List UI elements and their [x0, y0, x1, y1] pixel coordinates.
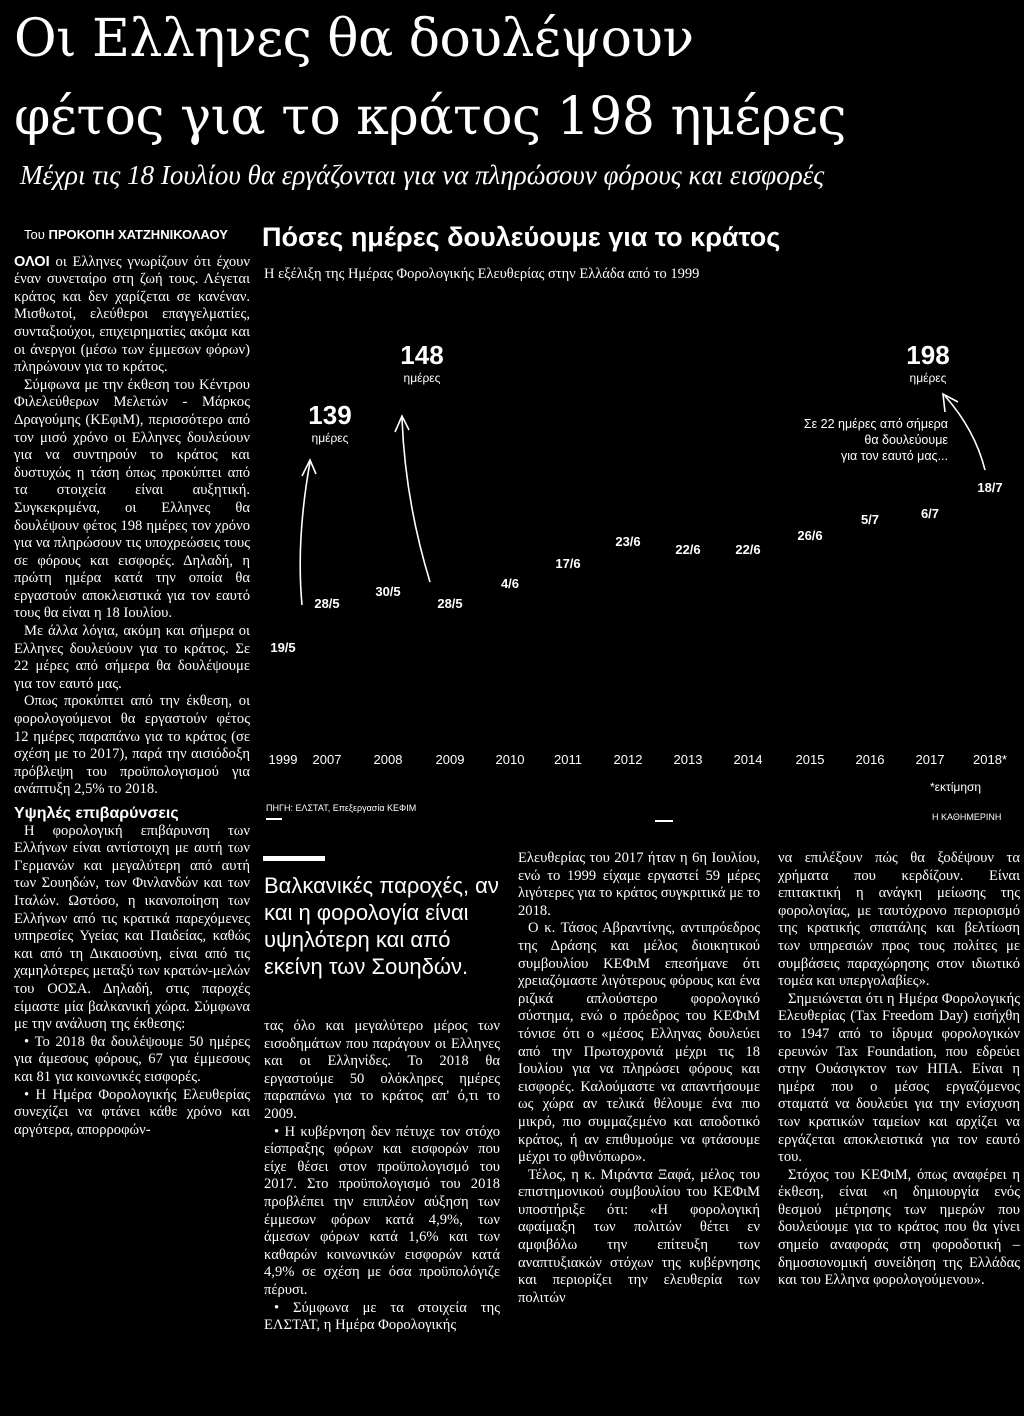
arrow-2018-head	[943, 394, 958, 412]
year-label-2017: 2017	[915, 752, 945, 767]
annotation-198-value: 198	[906, 340, 950, 370]
year-label-2018: 2018*	[973, 752, 1007, 767]
date-label-2016: 5/7	[860, 512, 880, 527]
arrow-2009	[402, 418, 430, 582]
annotation-148	[400, 340, 443, 385]
source-rule	[266, 818, 282, 820]
col1-paragraph-2: Σύμφωνα με την έκθεση του Κέντρου Φιλελεύθερων Μελετών - Μάρκος Δραγούμης (ΚΕφιΜ), περισσότερο από τον μισό χρόνο οι Ελληνες δουλεύουν για να συντηρούν το κράτος και δυστυχώς η τάση όπως προκύπτει από τα στοιχεία είναι αυξητική. Συγκεκριμένα, οι Ελληνες θα δουλέψουν φέτος 198 ημέρες τον χρόνο για να πληρώσουν τις υποχρεώσεις τους σε φόρους και εισφορές. Δηλαδή, η πρώτη ημέρα κατά την οποία θα εργαστούν αποκλειστικά για τον εαυτό τους θα είναι η 18 Ιουλίου.	[14, 376, 250, 622]
sidebar-rule	[263, 856, 325, 861]
annotation-198-unit: ημέρες	[909, 371, 947, 385]
chart-subtitle: Η εξέλιξη της Ημέρας Φορολογικής Ελευθερίας στην Ελλάδα από το 1999	[264, 266, 700, 282]
col1-bullet-1: • Το 2018 θα δουλέψουμε 50 ημέρες για άμεσους φόρους, 67 για έμμεσους και 81 για κοινωνικές εισφορές.	[14, 1033, 250, 1085]
col3-paragraph-2: Ο κ. Τάσος Αβραντίνης, αντιπρόεδρος της Δράσης και μέλος διοικητικού συμβουλίου ΚΕΦιΜ επεσήμανε ότι χρειαζόμαστε λιγότερους φόρους και ένα ριζικά απλούστερο φορολογικό σύστημα, ενώ ο πρόεδρος του ΚΕΦιΜ τόνισε ότι ο «μέσος Ελληνας δουλεύει από την Πρωτοχρονιά μέχρι τις 18 Ιουλίου για να πληρώσει φόρους και εισφορές. Καλούμαστε να απαντήσουμε ως χώρα αν τελικά θέλουμε ένα πιο μικρό, πιο συμμαζεμένο και αποδοτικό κράτος, ή αν επιθυμούμε να φτάσουμε μέχρι το φθινόπωρο».	[518, 920, 760, 1166]
subheading: Υψηλές επιβαρύνσεις	[14, 805, 179, 822]
year-label-2014: 2014	[733, 752, 763, 767]
sidebar-title: Βαλκανικές παροχές, αν και η φορολογία είναι υψηλότερη και από εκείνη των Σουηδών.	[264, 873, 499, 979]
arrow-2009-head	[395, 416, 409, 432]
year-label-2011: 2011	[554, 752, 582, 767]
date-label-2013: 22/6	[675, 542, 701, 557]
year-label-2012: 2012	[613, 752, 643, 767]
byline	[14, 226, 250, 244]
value-labels	[270, 480, 1002, 655]
date-label-2012: 23/6	[615, 534, 641, 549]
annotation-198	[906, 340, 949, 385]
credit-rule	[655, 820, 673, 822]
date-label-2008: 30/5	[375, 584, 401, 599]
col1-paragraph-1	[14, 254, 250, 377]
byline-prefix: Του	[24, 227, 45, 242]
date-label-2015: 26/6	[797, 528, 823, 543]
col3-paragraph-1: Ελευθερίας του 2017 ήταν η 6η Ιουλίου, ενώ το 1999 είχαμε εργαστεί 59 μέρες λιγότερες για το κράτος συγκριτικά με το 2018.	[518, 850, 760, 919]
chart-title: Πόσες ημέρες δουλεύουμε για το κράτος	[262, 222, 781, 252]
col4-paragraph-3: Στόχος του ΚΕΦιΜ, όπως αναφέρει η έκθεση, είναι «η δημιουργία ενός θεσμού μέτρησης των ημερών που δουλεύουμε για το κράτος που θα γίνει σημείο αναφοράς στη φοροδοτική – δημοσιονομική συνείδηση της Ελλάδας και του Ελληνα φορολογούμενου».	[778, 1166, 1020, 1289]
year-label-2009: 2009	[435, 752, 465, 767]
year-labels	[269, 752, 1007, 767]
col4-paragraph-2: Σημειώνεται ότι η Ημέρα Φορολογικής Ελευθερίας (Tax Freedom Day) εισήχθη το 1947 από το ίδρυμα φορολογικών ερευνών Tax Foundation, που εδρεύει στην Ουάσιγκτον των ΗΠΑ. Είναι η ημέρα που ο μέσος εργαζόμενος σταματά να δουλεύει για την ενίσχυση των κρατικών ταμείων και αρχίζει να εργάζεται αποκλειστικά για τον εαυτό του.	[778, 990, 1020, 1166]
annotation-148-value: 148	[400, 340, 444, 370]
col1-paragraph-5: Η φορολογική επιβάρυνση των Ελλήνων είναι αντίστοιχη με αυτή των Γερμανών και μεγαλύτερη από αυτή των Σουηδών, των Φινλανδών και των Ιταλών. Ωστόσο, η ικανοποίηση των Ελλήνων από τις κρατικά παρεχόμενες υπηρεσίες Υγείας και Παιδείας, καθώς και από τη Δικαιοσύνη, είναι από τις χαμηλότερες μεταξύ των κρατών-μελών του ΟΟΣΑ. Δηλαδή, στις παροχές είμαστε μία βαλκανική χώρα. Σύμφωνα με την ανάλυση της έκθεσης:	[14, 822, 250, 1033]
callout	[804, 417, 949, 463]
article-column-3	[518, 850, 760, 1307]
article-column-2	[264, 1018, 500, 1335]
article-column-1	[14, 226, 250, 1139]
annotation-139-unit: ημέρες	[311, 431, 349, 445]
byline-author: ΠΡΟΚΟΠΗ ΧΑΤΖΗΝΙΚΟΛΑΟΥ	[48, 227, 228, 242]
year-label-2010: 2010	[495, 752, 525, 767]
chart-source: ΠΗΓΗ: ΕΛΣΤΑΤ, Επεξεργασία ΚΕΦΙΜ	[266, 803, 417, 813]
col2-bullet-1: • Η κυβέρνηση δεν πέτυχε τον στόχο είσπραξης φόρων και εισφορών που είχε θέσει στον προϋπολογισμό του 2017. Στο προϋπολογισμό του 2018 προβλέπει την επιπλέον αύξηση των έμμεσων φόρων κατά 4,9%, των άμεσων φόρων κατά 1,6% και των καθαρών κοινωνικών εισφορών κατά 4,9% σε σχέση με όσα προϋπολόγιζε πέρυσι.	[264, 1123, 500, 1298]
arrow-2018	[945, 396, 985, 470]
col3-paragraph-3: Τέλος, η κ. Μιράντα Ξαφά, μέλος του επιστημονικού συμβουλίου του ΚΕΦιΜ υποστήριξε ότι: «Η φορολογική αφαίμαξη των πολιτών θέτει εν αμφιβόλω την επίτευξη των αναπτυξιακών στόχων της κυβέρνησης και περιορίζει την ελευθερία των πολιτών	[518, 1166, 760, 1306]
col1-paragraph-3: Με άλλα λόγια, ακόμη και σήμερα οι Ελληνες δουλεύουν για το κράτος. Σε 22 μέρες από σήμερα θα δουλέψουμε για τον εαυτό μας.	[14, 623, 250, 692]
estimate-note: *εκτίμηση	[930, 780, 982, 794]
callout-line-3: για τον εαυτό μας...	[840, 449, 948, 463]
year-label-2007: 2007	[312, 752, 342, 767]
year-label-2013: 2013	[673, 752, 703, 767]
newspaper-credit: Η ΚΑΘΗΜΕΡΙΝΗ	[932, 812, 1002, 822]
col1-paragraph-4: Οπως προκύπτει από την έκθεση, οι φορολογούμενοι θα εργαστούν φέτος 12 ημέρες παραπάνω για το κράτος (σε σχέση με το 2017), παρά την αισιόδοξη πρόβλεψη του προϋπολογισμού για ανάπτυξη 2,5% το 2018.	[14, 693, 250, 798]
year-label-2008: 2008	[373, 752, 403, 767]
col1-paragraph-1-text: οι Ελληνες γνωρίζουν ότι έχουν έναν συνεταίρο στη ζωή τους. Λέγεται κράτος και δεν χαρίζεται σε κανέναν. Μισθωτοί, ελεύθεροι επαγγελματίες, συνταξιούχοι, επιχειρηματίες ακόμα και οι άνεργοι (μέσω των έμμεσων φόρων) πληρώνουν για το κράτος.	[14, 253, 251, 376]
headline-line-2: φέτος για το κράτος 198 ημέρες	[14, 87, 847, 147]
subtitle: Μέχρι τις 18 Ιουλίου θα εργάζονται για να πληρώσουν φόρους και εισφορές	[20, 160, 825, 190]
col2-paragraph-1: τας όλο και μεγαλύτερο μέρος των εισοδημάτων που παράγουν οι Ελληνες και οι Ελληνίδες. Το 2018 θα εργαστούμε 50 ολόκληρες ημέρες παραπάνω για το κράτος απ' ό,τι το 2009.	[264, 1018, 500, 1122]
col2-bullet-2: • Σύμφωνα με τα στοιχεία της ΕΛΣΤΑΤ, η Ημέρα Φορολογικής	[264, 1299, 500, 1334]
chart-arrows	[300, 394, 985, 605]
date-label-2009: 28/5	[437, 596, 463, 611]
year-label-1999: 1999	[268, 752, 298, 767]
annotation-148-unit: ημέρες	[403, 371, 441, 385]
date-label-2011: 17/6	[555, 556, 581, 571]
year-label-2016: 2016	[855, 752, 885, 767]
col1-bullet-2: • Η Ημέρα Φορολογικής Ελευθερίας συνεχίζει να φτάνει κάθε χρόνο και αργότερα, απορροφών-	[14, 1086, 250, 1138]
date-label-2017: 6/7	[920, 506, 940, 521]
arrow-2007-head	[302, 460, 316, 476]
arrow-2007	[300, 462, 310, 605]
article-column-4	[778, 850, 1020, 1290]
date-label-1999: 19/5	[270, 640, 296, 655]
date-label-2007: 28/5	[314, 596, 340, 611]
headline	[14, 0, 1014, 156]
lead-word: ΟΛΟΙ	[14, 253, 50, 270]
date-label-2018: 18/7	[977, 480, 1003, 495]
headline-line-1: Οι Ελληνες θα δουλέψουν	[14, 9, 694, 69]
date-label-2014: 22/6	[735, 542, 761, 557]
annotation-139	[308, 400, 351, 445]
callout-line-2: θα δουλεύουμε	[864, 433, 948, 447]
callout-line-1: Σε 22 ημέρες από σήμερα	[803, 417, 948, 431]
annotation-139-value: 139	[308, 400, 352, 430]
year-label-2015: 2015	[795, 752, 825, 767]
col4-paragraph-1: να επιλέξουν πώς θα ξοδέψουν τα χρήματα που κερδίζουν. Είναι επιτακτική η ανάγκη μείωσης της φορολογίας, με ταυτόχρονο περιορισμό της κρατικής σπατάλης και βελτίωση των υπηρεσιών προς τους πολίτες με συμβάσεις παραχώρησης στον ιδιωτικό τομέα και υπεργολαβίες».	[778, 850, 1020, 990]
date-label-2010: 4/6	[500, 576, 520, 591]
